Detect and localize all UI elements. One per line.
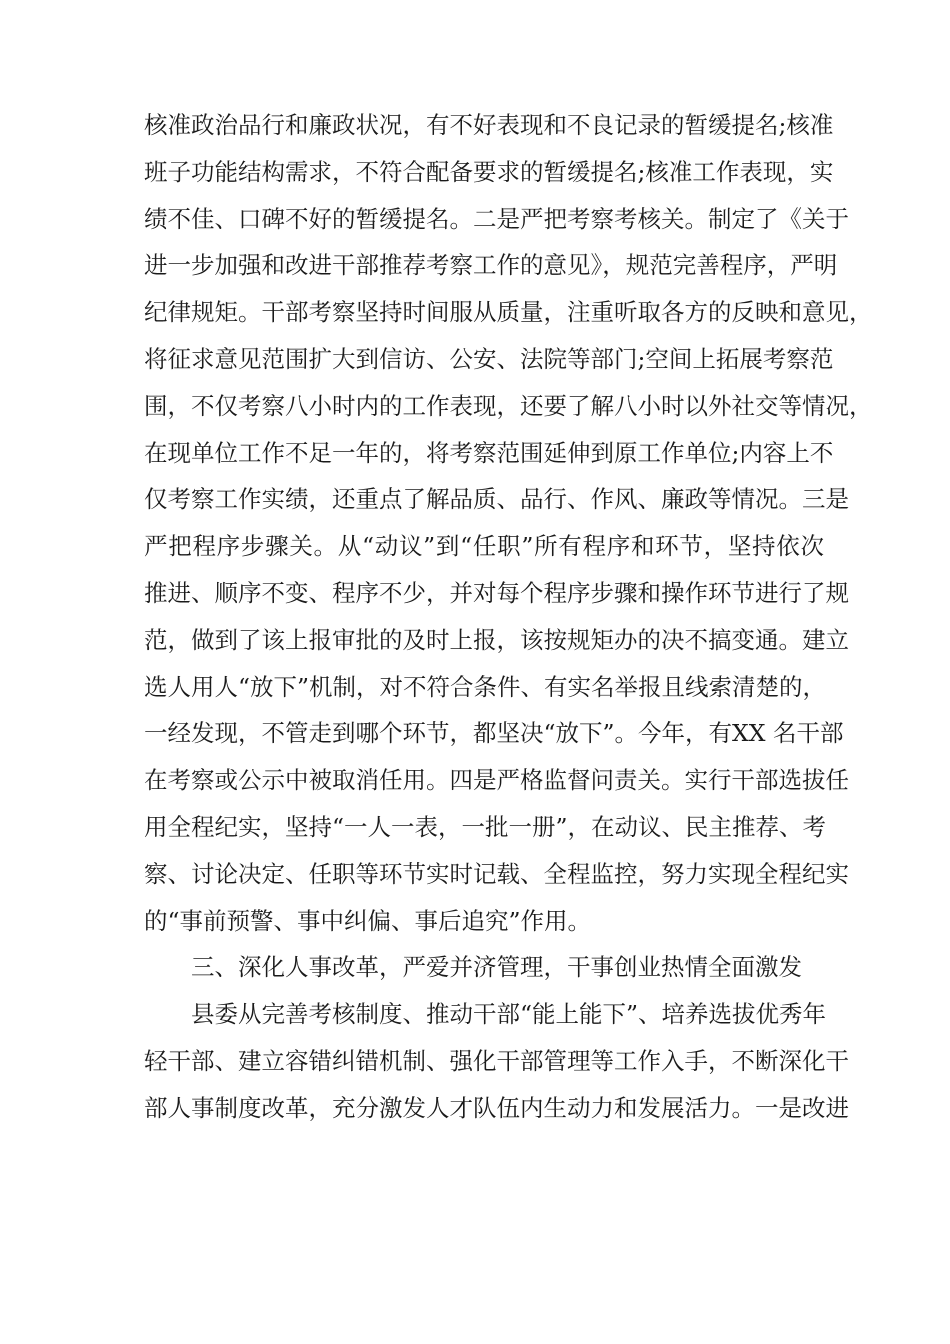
text-line: 用全程纪实，坚持“一人一表，一批一册”，在动议、民主推荐、考 bbox=[144, 812, 827, 841]
text-line: 在考察或公示中被取消任用。四是严格监督问责关。实行干部选拔任 bbox=[144, 766, 849, 795]
text-line: 部人事制度改革，充分激发人才队伍内生动力和发展活力。一是改进 bbox=[144, 1093, 849, 1122]
section-heading-text: 三、深化人事改革，严爱并济管理，干事创业热情全面激发 bbox=[191, 953, 802, 982]
text-line: 县委从完善考核制度、推动干部“能上能下”、培养选拔优秀年 bbox=[191, 1000, 827, 1029]
text-line: 班子功能结构需求，不符合配备要求的暂缓提名;核准工作表现，实 bbox=[144, 157, 834, 186]
text-line: 在现单位工作不足一年的，将考察范围延伸到原工作单位;内容上不 bbox=[144, 438, 834, 467]
paragraph-cadre-inspection bbox=[144, 102, 873, 944]
text-line: 察、讨论决定、任职等环节实时记载、全程监控，努力实现全程纪实 bbox=[144, 859, 849, 888]
text-line: 绩不佳、口碑不好的暂缓提名。二是严把考察考核关。制定了《关于 bbox=[144, 204, 849, 233]
text-line: 纪律规矩。干部考察坚持时间服从质量，注重听取各方的反映和意见， bbox=[144, 298, 873, 327]
text-line: 一经发现，不管走到哪个环节，都坚决“放下”。今年，有XX 名干部 bbox=[144, 719, 844, 748]
text-line: 推进、顺序不变、程序不少，并对每个程序步骤和操作环节进行了规 bbox=[144, 578, 849, 607]
text-line: 的“事前预警、事中纠偏、事后追究”作用。 bbox=[144, 906, 592, 935]
section-heading bbox=[144, 944, 824, 991]
document-text bbox=[144, 102, 873, 1132]
text-line: 核准政治品行和廉政状况，有不好表现和不良记录的暂缓提名;核准 bbox=[144, 111, 834, 139]
text-line: 围，不仅考察八小时内的工作表现，还要了解八小时以外社交等情况， bbox=[144, 391, 873, 420]
text-line: 进一步加强和改进干部推荐考察工作的意见》，规范完善程序，严明 bbox=[144, 251, 838, 280]
text-line: 严把程序步骤关。从“动议”到“任职”所有程序和环节，坚持依次 bbox=[144, 532, 824, 561]
text-line: 范，做到了该上报审批的及时上报，该按规矩办的决不搞变通。建立 bbox=[144, 625, 849, 654]
text-line: 选人用人“放下”机制，对不符合条件、有实名举报且线索清楚的， bbox=[144, 672, 827, 701]
text-line: 将征求意见范围扩大到信访、公安、法院等部门;空间上拓展考察范 bbox=[144, 344, 834, 373]
paragraph-personnel-reform bbox=[144, 991, 849, 1131]
text-line: 轻干部、建立容错纠错机制、强化干部管理等工作入手，不断深化干 bbox=[144, 1046, 849, 1075]
text-line: 仅考察工作实绩，还重点了解品质、品行、作风、廉政等情况。三是 bbox=[144, 485, 849, 514]
